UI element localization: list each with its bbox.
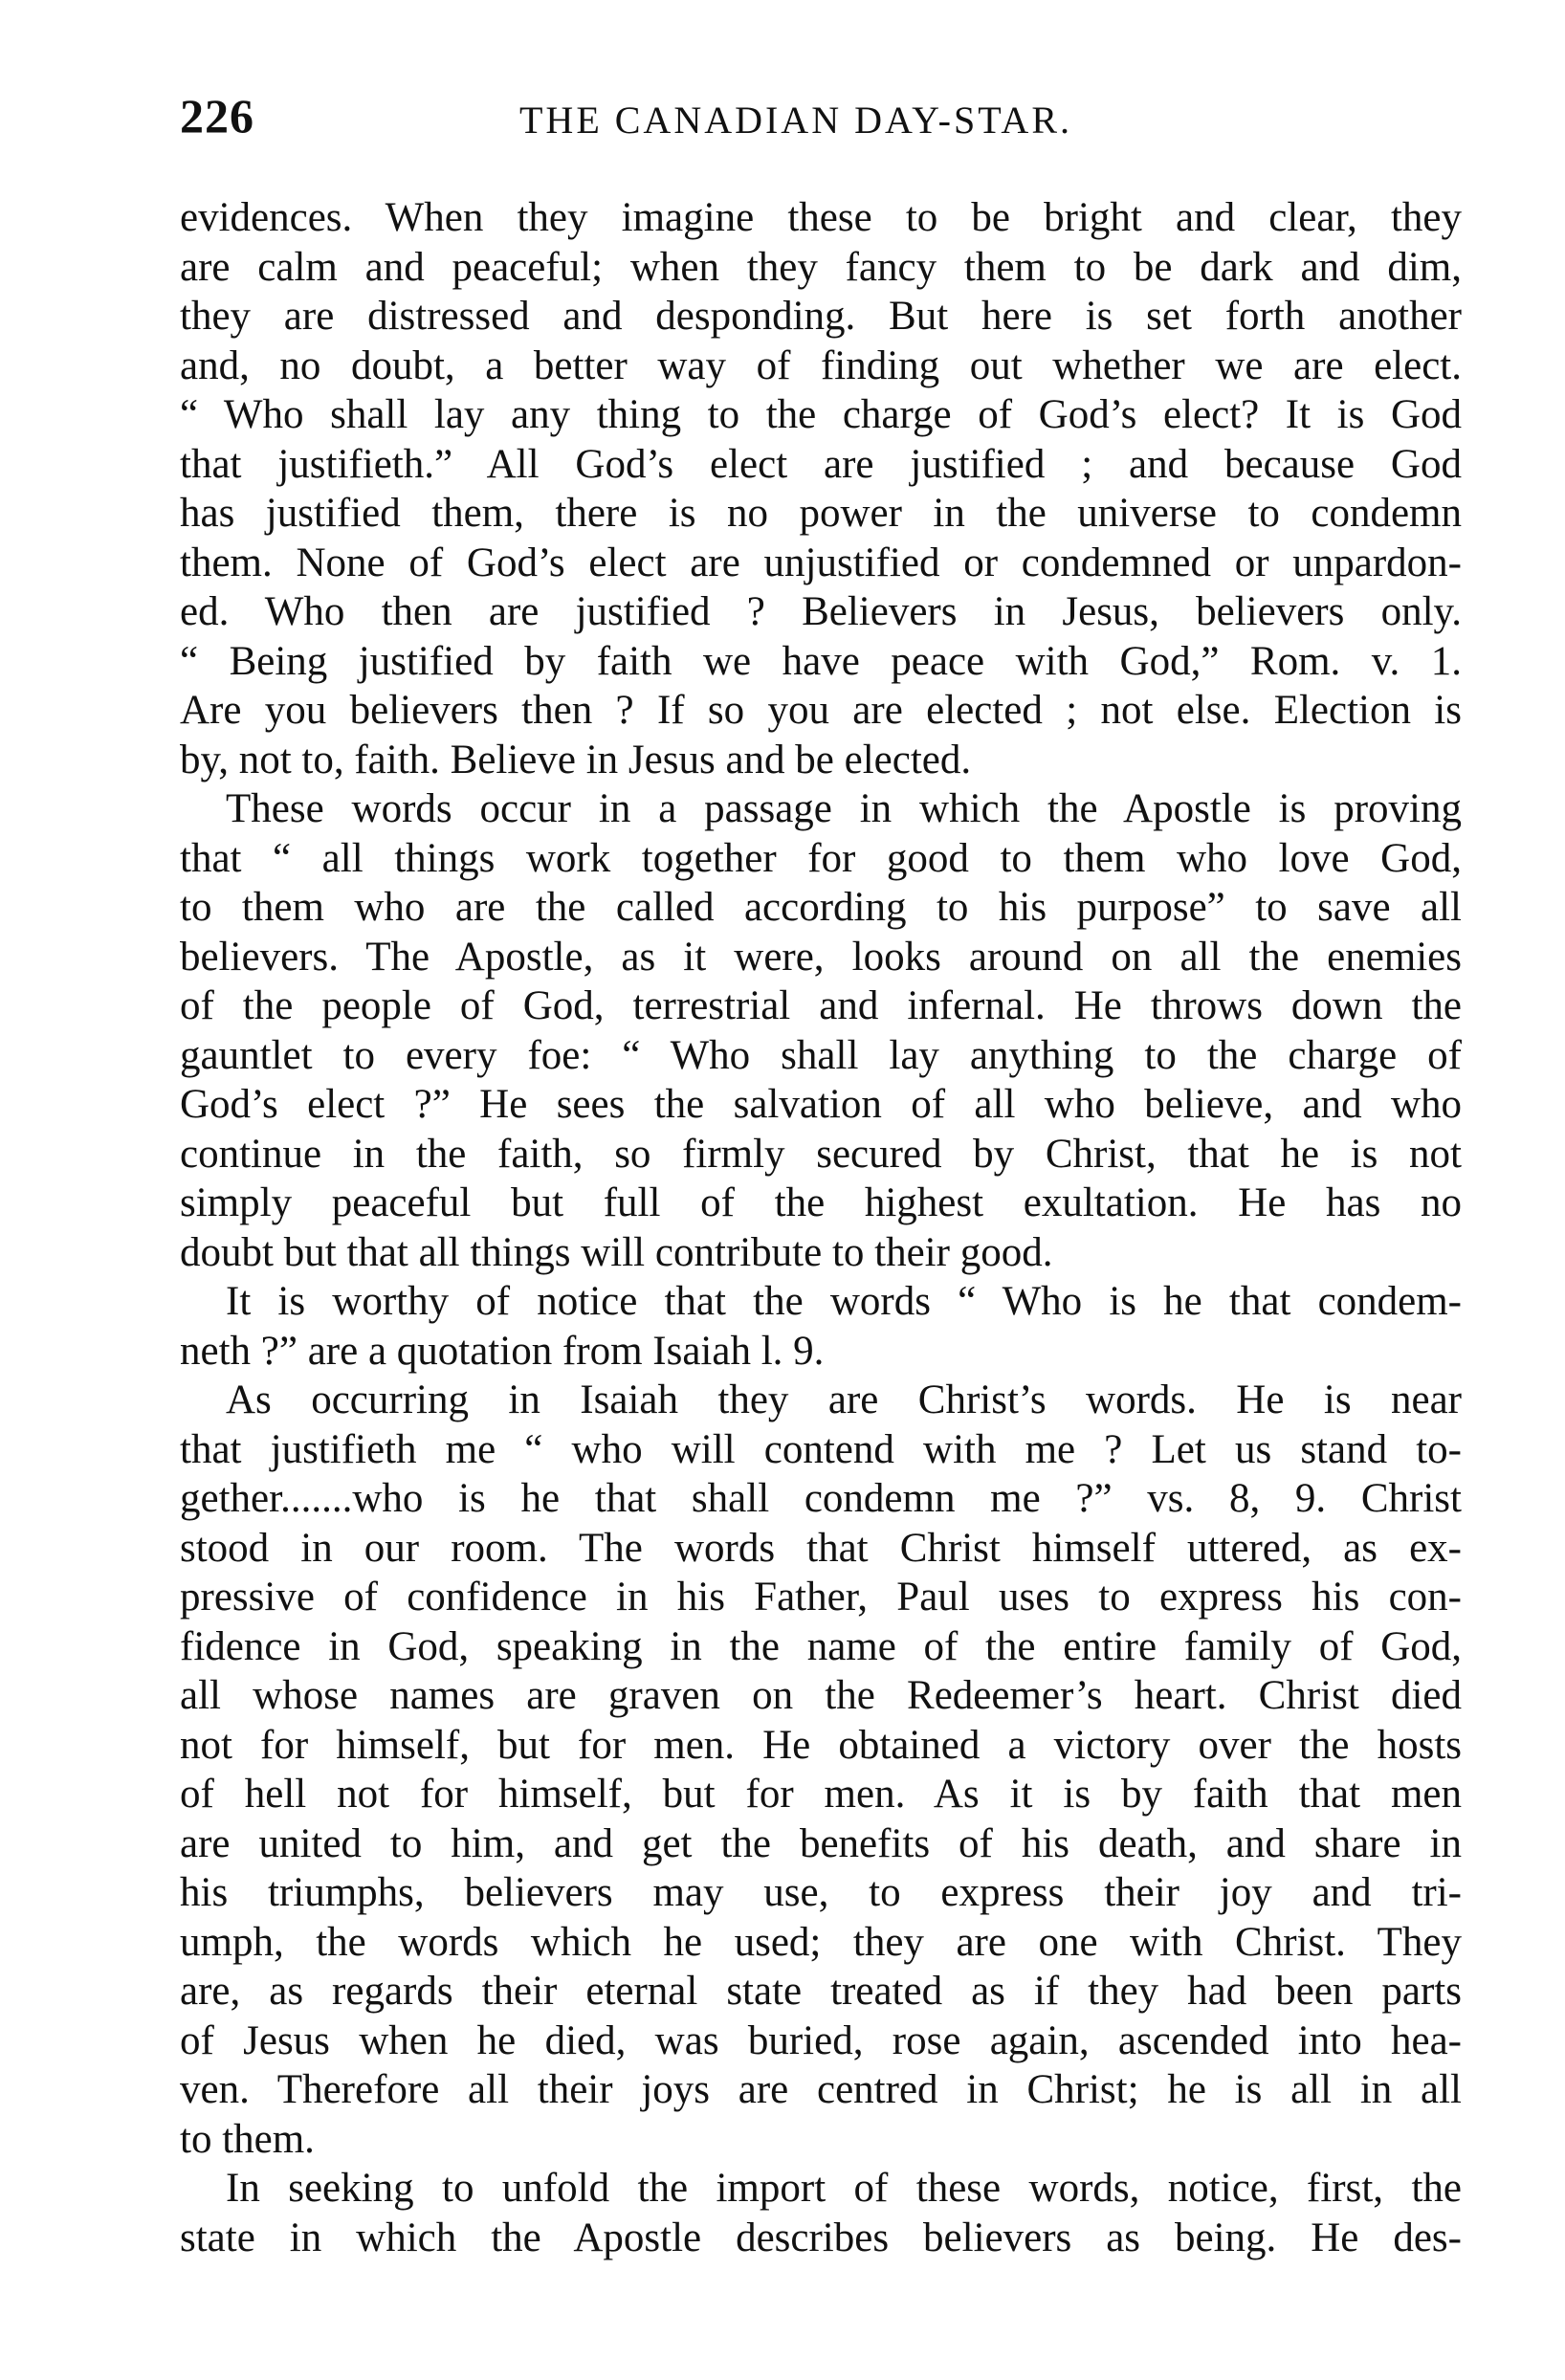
paragraph-election: [180, 193, 1462, 784]
text-line: stood in our room. The words that Christ himself uttered, as ex-: [180, 1525, 1462, 1571]
running-head: [180, 88, 1462, 155]
text-line: are, as regards their eternal state treated as if they had been parts: [180, 1969, 1462, 2014]
text-line: It is worthy of notice that the words “ Who is he that condem-: [226, 1279, 1462, 1324]
text-line: evidences. When they imagine these to be bright and clear, they: [180, 195, 1462, 240]
text-line: God’s elect ?” He sees the salvation of all who believe, and who: [180, 1082, 1462, 1127]
paragraph-quotation: [180, 1277, 1462, 1376]
text-line: These words occur in a passage in which the Apostle is proving: [226, 786, 1462, 831]
text-line: pressive of confidence in his Father, Paul uses to express his con-: [180, 1575, 1462, 1620]
paragraph-seeking: [180, 2164, 1462, 2262]
text-line: As occurring in Isaiah they are Christ’s words. He is near: [226, 1377, 1462, 1422]
text-line: to them.: [180, 2116, 315, 2162]
text-line: continue in the faith, so firmly secured by Christ, that he is not: [180, 1131, 1462, 1177]
text-line: Are you believers then ? If so you are elected ; not else. Election is: [180, 688, 1462, 733]
text-line: by, not to, faith. Believe in Jesus and be elected.: [180, 737, 972, 782]
text-line: ed. Who then are justified ? Believers in Jesus, believers only.: [180, 589, 1462, 634]
text-line: has justified them, there is no power in the universe to condemn: [180, 491, 1462, 536]
text-line: believers. The Apostle, as it were, looks around on all the enemies: [180, 934, 1462, 980]
text-line: they are distressed and desponding. But here is set forth another: [180, 294, 1462, 339]
text-line: and, no doubt, a better way of finding out whether we are elect.: [180, 342, 1462, 388]
text-line: fidence in God, speaking in the name of the entire family of God,: [180, 1623, 1462, 1669]
text-line: are united to him, and get the benefits of his death, and share in: [180, 1820, 1462, 1866]
page-number: 226: [180, 89, 254, 143]
paragraph-apostle: [180, 784, 1462, 1277]
text-line: “ Being justified by faith we have peace with God,” Rom. v. 1.: [180, 638, 1462, 684]
text-line: are calm and peaceful; when they fancy them to be dark and dim,: [180, 244, 1462, 290]
text-line: In seeking to unfold the import of these words, notice, first, the: [226, 2166, 1462, 2211]
text-line: not for himself, but for men. He obtained a victory over the hosts: [180, 1722, 1462, 1768]
text-line: that justifieth.” All God’s elect are justified ; and because God: [180, 441, 1462, 487]
text-line: of Jesus when he died, was buried, rose again, ascended into hea-: [180, 2017, 1462, 2063]
text-line: to them who are the called according to his purpose” to save all: [180, 885, 1462, 930]
text-line: them. None of God’s elect are unjustified or condemned or unpardon-: [180, 540, 1462, 585]
text-line: umph, the words which he used; they are one with Christ. They: [180, 1919, 1462, 1965]
text-line: of hell not for himself, but for men. As it is by faith that men: [180, 1772, 1462, 1817]
paragraph-isaiah: [180, 1376, 1462, 2164]
text-line: that justifieth me “ who will contend with me ? Let us stand to-: [180, 1426, 1462, 1472]
text-line: all whose names are graven on the Redeemer’s heart. Christ died: [180, 1673, 1462, 1718]
text-line: gether.......who is he that shall condemn me ?” vs. 8, 9. Christ: [180, 1476, 1462, 1521]
text-line: “ Who shall lay any thing to the charge of God’s elect? It is God: [180, 392, 1462, 437]
text-line: of the people of God, terrestrial and infernal. He throws down the: [180, 983, 1462, 1028]
text-line: state in which the Apostle describes believers as being. He des-: [180, 2215, 1462, 2260]
body-text: [180, 193, 1462, 2262]
text-line: gauntlet to every foe: “ Who shall lay anything to the charge of: [180, 1032, 1462, 1078]
text-line: ven. Therefore all their joys are centred in Christ; he is all in all: [180, 2067, 1462, 2112]
journal-title: THE CANADIAN DAY-STAR.: [519, 99, 1072, 142]
text-line: simply peaceful but full of the highest exultation. He has no: [180, 1180, 1462, 1225]
text-line: his triumphs, believers may use, to express their joy and tri-: [180, 1870, 1462, 1915]
text-line: doubt but that all things will contribute to their good.: [180, 1229, 1053, 1275]
text-line: neth ?” are a quotation from Isaiah l. 9.: [180, 1328, 825, 1374]
text-line: that “ all things work together for good to them who love God,: [180, 835, 1462, 881]
